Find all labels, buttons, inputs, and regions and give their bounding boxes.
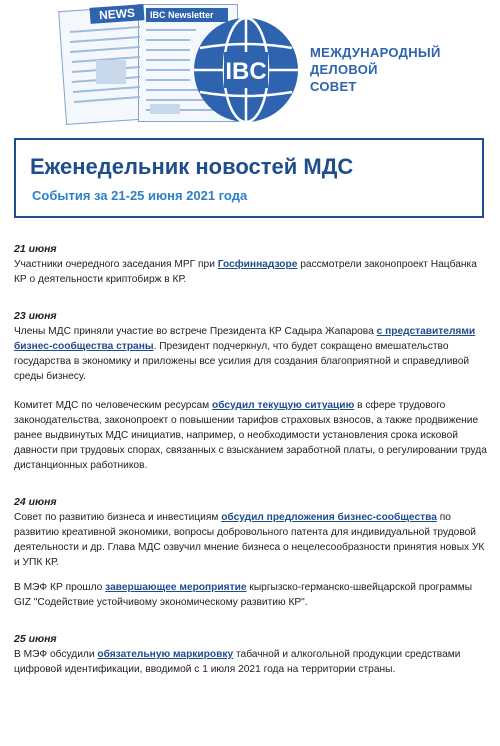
news-text: В МЭФ обсудили: [14, 649, 98, 660]
news-paragraph: [14, 647, 488, 677]
title-box: [14, 138, 484, 218]
news-link[interactable]: завершающее мероприятие: [105, 582, 247, 593]
date-heading: 21 июня: [14, 243, 57, 255]
news-content: [14, 242, 488, 687]
news-paragraph: [14, 257, 488, 287]
date-heading: 24 июня: [14, 496, 57, 508]
news-text: Комитет МДС по человеческим ресурсам: [14, 400, 212, 411]
news-link[interactable]: Госфиннадзоре: [217, 259, 298, 270]
page-title: Еженедельник новостей МДС: [30, 154, 354, 179]
news-text: Члены МДС приняли участие во встрече Президента КР Садыра Жапарова: [14, 326, 377, 337]
news-link[interactable]: обсудил предложения бизнес-сообщества: [221, 512, 437, 523]
date-heading: 23 июня: [14, 310, 57, 322]
news-tag: NEWS: [90, 4, 145, 24]
news-paragraph: [14, 510, 488, 570]
news-text: рассмотрели законопроект Нацбанка КР о деятельности криптобирж в КР.: [14, 259, 477, 285]
page-subtitle: События за 21-25 июня 2021 года: [32, 188, 248, 203]
logo-text: IBC: [225, 58, 267, 85]
news-text: табачной и алкогольной продукции средствами цифровой идентификации, вводимой с 1 июля 2021 года на территории страны.: [14, 649, 461, 675]
org-name-line: ДЕЛОВОЙ: [310, 62, 378, 77]
organization-name: [310, 44, 470, 95]
news-link[interactable]: с представителями бизнес-сообщества страны: [14, 326, 476, 352]
news-text: Участники очередного заседания МРГ при: [14, 259, 218, 270]
org-name-line: МЕЖДУНАРОДНЫЙ: [310, 45, 441, 60]
news-text: В МЭФ КР прошло: [14, 582, 106, 593]
news-text: по развитию креативной экономики, вопросы добровольного патента для индивидуальной трудовой деятельности и др. Глава МДС озвучил мнение бизнеса о нецелесообразности принятия новых УК и УПК КР.: [14, 512, 485, 568]
news-paragraph: [14, 398, 488, 473]
globe-logo-icon: [190, 14, 302, 126]
date-heading: 25 июня: [14, 633, 57, 645]
org-name-line: СОВЕТ: [310, 79, 357, 94]
newsletter-banner: [0, 0, 500, 140]
news-link[interactable]: обязательную маркировку: [97, 649, 234, 660]
news-text: . Президент подчеркнул, что будет сокращено вмешательство государства в экономику и приложены все усилия для создания благоприятной и справедливой среды бизнесу.: [14, 341, 470, 382]
news-text: кыргызско-германско-швейцарской программы GIZ "Содействие устойчивому экономическому развитию КР".: [14, 582, 473, 608]
news-paragraph: [14, 324, 488, 384]
news-text: Совет по развитию бизнеса и инвестициям: [14, 512, 222, 523]
news-link[interactable]: обсудил текущую ситуацию: [211, 400, 355, 411]
ibc-newsletter-tag: IBC Newsletter: [146, 8, 228, 22]
news-paragraph: [14, 580, 488, 610]
news-text: в сфере трудового законодательства, законопроект о повышении тарифов страховых взносов, а также продвижение ранее выдвинутых МДС инициатив, например, о необходимости установления срока исковой давности при трудовых спорах, связанных с взысканием заработной платы, о регулировании труда дистанционных работников.: [14, 400, 487, 471]
